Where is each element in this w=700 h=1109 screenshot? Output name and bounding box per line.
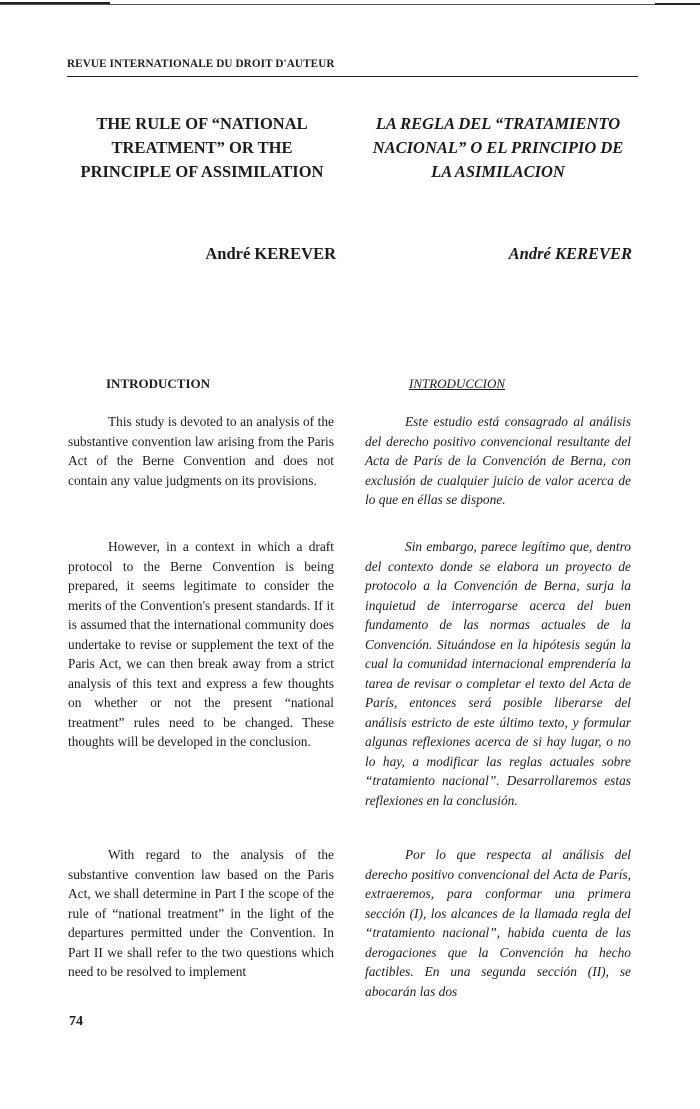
english-section-heading: INTRODUCTION <box>106 376 211 391</box>
spanish-paragraph-3: Por lo que respecta al análisis del derecho positivo convencional del Acta de París, extraeremos, para conformar una primera sección (I), los alcances de la llamada regla del “tratamiento nacional”, habida cuenta de las derogaciones que la Convención ha hecho factibles. En una segunda sección (II), se abocarán las dos <box>365 847 631 999</box>
top-scan-line <box>0 4 700 5</box>
spanish-section-heading: INTRODUCCION <box>409 376 506 391</box>
spanish-title: LA REGLA DEL “TRATAMIENTO NACIONAL” O EL PRINCIPIO DE LA ASIMILACION <box>372 114 624 181</box>
english-author: André KEREVER <box>205 244 336 263</box>
page-number: 74 <box>69 1014 83 1029</box>
spanish-paragraph-1: Este estudio está consagrado al análisis del derecho positivo convencional resultante del Acta de París de la Convención de Berna, con exclusión de cualquier juicio de valor acerca de lo que en éllas se dispone. <box>365 414 631 507</box>
english-paragraph-2: However, in a context in which a draft protocol to the Berne Convention is being prepared, it seems legitimate to consider the merits of the Convention's present standards. If it is assumed that the international community does undertake to revise or supplement the text of the Paris Act, we can then break away from a strict analysis of this text and express a few thoughts on whether or not the present “national treatment” rules need to be changed. These thoughts will be developed in the conclusion. <box>68 539 334 749</box>
top-scan-mark-right <box>655 3 700 5</box>
english-title: THE RULE OF “NATIONAL TREATMENT” OR THE PRINCIPLE OF ASSIMILATION <box>80 114 324 181</box>
top-scan-mark-left <box>0 2 110 4</box>
english-paragraph-1: This study is devoted to an analysis of the substantive convention law arising from the Paris Act of the Berne Convention and does not contain any value judgments on its provisions. <box>68 414 334 488</box>
spanish-author: André KEREVER <box>508 244 632 263</box>
english-paragraph-3: With regard to the analysis of the substantive convention law based on the Paris Act, we shall determine in Part I the scope of the rule of “national treatment” in the light of the departures permitted under the Convention. In Part II we shall refer to the two questions which need to be resolved to implement <box>68 847 334 979</box>
header-rule <box>67 76 638 77</box>
journal-running-head: REVUE INTERNATIONALE DU DROIT D'AUTEUR <box>67 58 335 70</box>
spanish-paragraph-2: Sin embargo, parece legítimo que, dentro del contexto donde se elabora un proyecto de protocolo a la Convención de Berna, surja la inquietud de interrogarse acerca del buen fundamento de las normas actuales de la Convención. Situándose en la hipótesis según la cual la comunidad internacional emprendería la tarea de revisar o completar el texto del Acta de París, entonces será posible liberarse del análisis estricto de este último texto, y formular algunas reflexiones acerca de si hay lugar, o no lo hay, a modificar las reglas actuales sobre “tratamiento nacional”. Desarrollaremos estas reflexiones en la conclusión. <box>365 539 631 808</box>
